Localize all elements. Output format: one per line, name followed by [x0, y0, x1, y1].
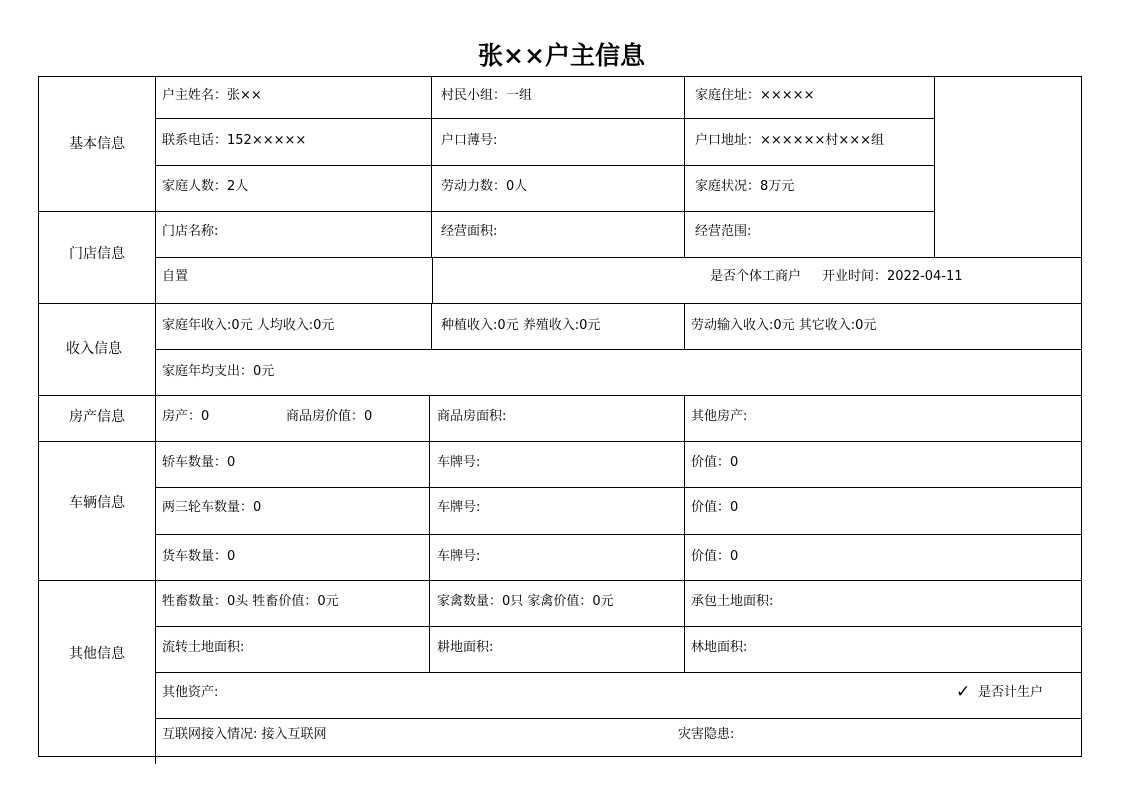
- table-line: [431, 303, 432, 349]
- truck-count: 货车数量：0: [162, 549, 236, 564]
- business-area: 经营面积:: [441, 224, 498, 239]
- truck-plate: 车牌号:: [437, 549, 481, 564]
- table-line: [155, 672, 1082, 673]
- table-line: [431, 76, 432, 257]
- table-line: [155, 257, 1082, 258]
- contract-land-area: 承包土地面积:: [691, 594, 774, 609]
- table-line: [684, 395, 685, 580]
- house-property: 房产：0: [162, 409, 210, 424]
- livestock-info: 牲畜数量：0头 牲畜价值：0元: [162, 594, 339, 609]
- table-line: [432, 257, 433, 303]
- phone-number: 联系电话：152×××××: [162, 133, 307, 148]
- table-line: [684, 303, 685, 349]
- table-line: [38, 76, 1082, 77]
- commercial-house-area: 商品房面积:: [437, 409, 507, 424]
- poultry-info: 家禽数量：0只 家禽价值：0元: [437, 594, 614, 609]
- table-line: [1081, 76, 1082, 757]
- tricycle-value: 价值：0: [691, 500, 739, 515]
- table-line: [38, 76, 39, 757]
- table-line: [38, 756, 1082, 757]
- table-line: [38, 211, 935, 212]
- store-name: 门店名称:: [162, 224, 219, 239]
- home-address: 家庭住址：×××××: [695, 88, 815, 103]
- section-label-vehicle: 车辆信息: [69, 495, 125, 511]
- check-icon: ✓: [956, 682, 971, 702]
- table-line: [429, 580, 430, 672]
- labor-count: 劳动力数：0人: [441, 179, 528, 194]
- car-count: 轿车数量：0: [162, 455, 236, 470]
- table-line: [38, 441, 1082, 442]
- section-label-property: 房产信息: [69, 409, 125, 425]
- table-line: [38, 303, 1082, 304]
- table-line: [155, 487, 1082, 488]
- village-group: 村民小组：一组: [441, 88, 533, 103]
- table-line: [155, 626, 1082, 627]
- section-label-basic: 基本信息: [69, 136, 125, 152]
- other-assets: 其他资产:: [162, 685, 219, 700]
- business-scope: 经营范围:: [695, 224, 752, 239]
- planned-household-flag: 是否计生户: [978, 685, 1044, 700]
- individual-business-flag: 是否个体工商户: [710, 269, 802, 284]
- household-register-number: 户口薄号:: [441, 133, 498, 148]
- table-line: [155, 76, 156, 764]
- section-label-store: 门店信息: [69, 246, 125, 262]
- other-property: 其他房产:: [691, 409, 748, 424]
- tricycle-plate: 车牌号:: [437, 500, 481, 515]
- commercial-house-value: 商品房价值：0: [286, 409, 373, 424]
- family-status: 家庭状况：8万元: [695, 179, 795, 194]
- table-line: [155, 718, 1082, 719]
- section-label-income: 收入信息: [66, 341, 122, 357]
- car-plate: 车牌号:: [437, 455, 481, 470]
- farmland-area: 耕地面积:: [437, 640, 494, 655]
- labor-other-income: 劳动输入收入:0元 其它收入:0元: [691, 318, 877, 333]
- disaster-hazard: 灾害隐患:: [678, 727, 735, 742]
- annual-expense: 家庭年均支出：0元: [162, 364, 275, 379]
- store-ownership: 自置: [162, 269, 189, 284]
- internet-access: 互联网接入情况: 接入互联网: [162, 727, 327, 742]
- family-size: 家庭人数：2人: [162, 179, 249, 194]
- car-value: 价值：0: [691, 455, 739, 470]
- forest-area: 林地面积:: [691, 640, 748, 655]
- householder-name: 户主姓名：张××: [162, 88, 262, 103]
- annual-income: 家庭年收入:0元 人均收入:0元: [162, 318, 335, 333]
- section-label-other: 其他信息: [69, 646, 125, 662]
- farming-income: 种植收入:0元 养殖收入:0元: [441, 318, 601, 333]
- opening-date: 开业时间：2022-04-11: [822, 269, 963, 284]
- table-line: [38, 395, 1082, 396]
- table-line: [155, 534, 1082, 535]
- table-line: [684, 76, 685, 257]
- table-line: [934, 76, 935, 257]
- page-title: 张××户主信息: [478, 41, 645, 70]
- table-line: [38, 580, 1082, 581]
- table-line: [429, 395, 430, 580]
- transfer-land-area: 流转土地面积:: [162, 640, 245, 655]
- table-line: [155, 118, 935, 119]
- register-address: 户口地址：××××××村×××组: [695, 133, 885, 148]
- truck-value: 价值：0: [691, 549, 739, 564]
- tricycle-count: 两三轮车数量：0: [162, 500, 262, 515]
- table-line: [155, 165, 935, 166]
- table-line: [155, 349, 1082, 350]
- table-line: [684, 580, 685, 672]
